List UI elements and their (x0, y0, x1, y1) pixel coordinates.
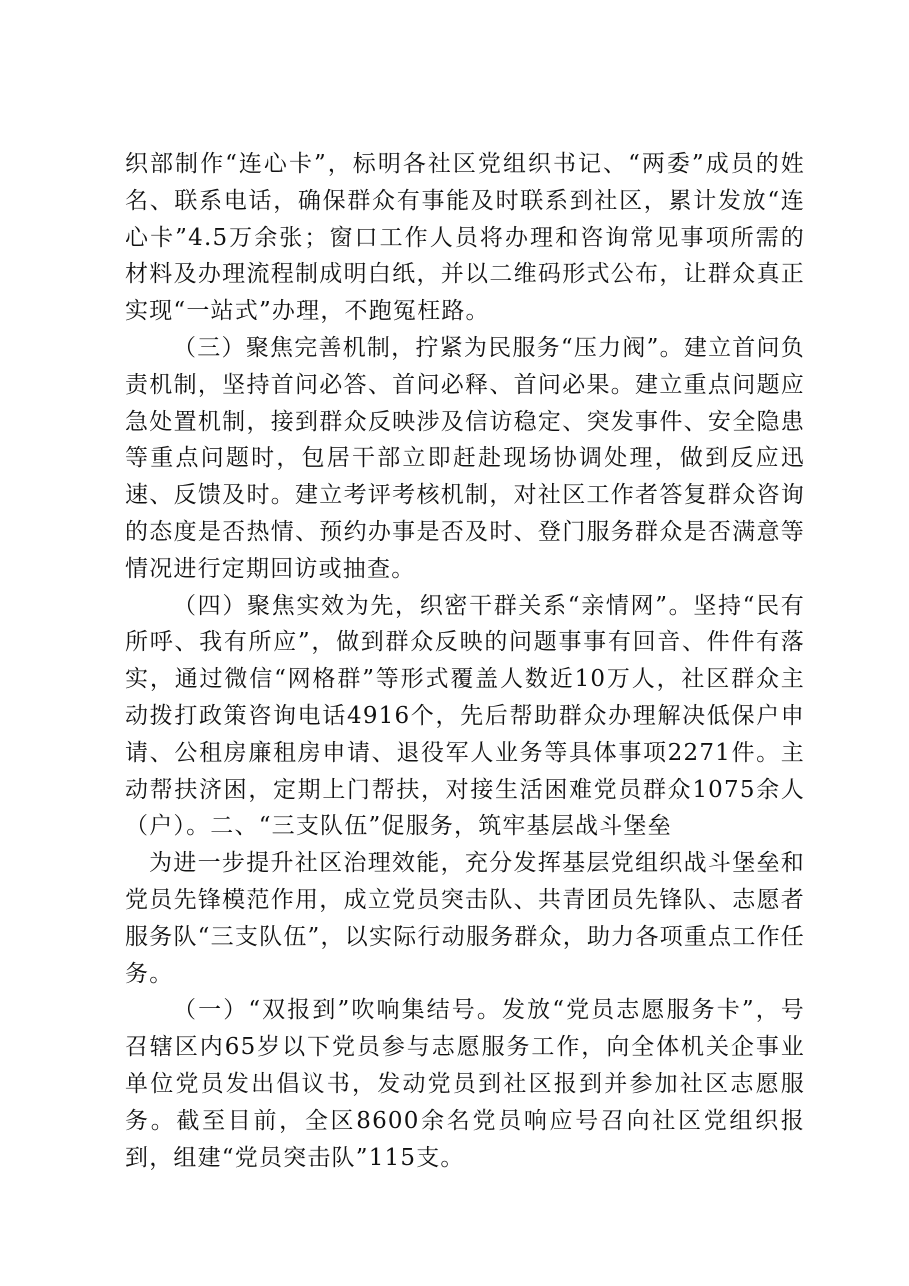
paragraph-continuation: 织部制作“连心卡”，标明各社区党组织书记、“两委”成员的姓名、联系电话，确保群众有事能及时联系到社区，累计发放“连心卡”4.5万余张；窗口工作人员将办理和咨询常见事项所需的材料及办理流程制成明白纸，并以二维码形式公布，让群众真正实现“一站式”办理，不跑冤枉路。 (125, 151, 805, 325)
paragraph-section-four: （四）聚焦实效为先，织密干群关系“亲情网”。坚持“民有所呼、我有所应”，做到群众反映的问题事事有回音、件件有落实，通过微信“网格群”等形式覆盖人数近10万人，社区群众主动拨打政策咨询电话4916个，先后帮助群众办理解决低保户申请、公租房廉租房申请、退役军人业务等具体事项2271件。主动帮扶济困，定期上门帮扶，对接生活困难党员群众1075余人（户）。二、“三支队伍”促服务，筑牢基层战斗堡垒 (125, 592, 805, 840)
paragraph-three-teams-intro: 为进一步提升社区治理效能，充分发挥基层党组织战斗堡垒和党员先锋模范作用，成立党员突击队、共青团员先锋队、志愿者服务队“三支队伍”，以实际行动服务群众，助力各项重点工作任务。 (125, 850, 805, 987)
paragraph-double-report: （一）“双报到”吹响集结号。发放“党员志愿服务卡”，号召辖区内65岁以下党员参与志愿服务工作，向全体机关企事业单位党员发出倡议书，发动党员到社区报到并参加社区志愿服务。截至目前，全区8600余名党员响应号召向社区党组织报到，组建“党员突击队”115支。 (125, 997, 805, 1171)
document-body (125, 146, 805, 1176)
paragraph-section-three: （三）聚焦完善机制，拧紧为民服务“压力阀”。建立首问负责机制，坚持首问必答、首问必释、首问必果。建立重点问题应急处置机制，接到群众反映涉及信访稳定、突发事件、安全隐患等重点问题时，包居干部立即赶赴现场协调处理，做到反应迅速、反馈及时。建立考评考核机制，对社区工作者答复群众咨询的态度是否热情、预约办事是否及时、登门服务群众是否满意等情况进行定期回访或抽查。 (125, 334, 805, 582)
